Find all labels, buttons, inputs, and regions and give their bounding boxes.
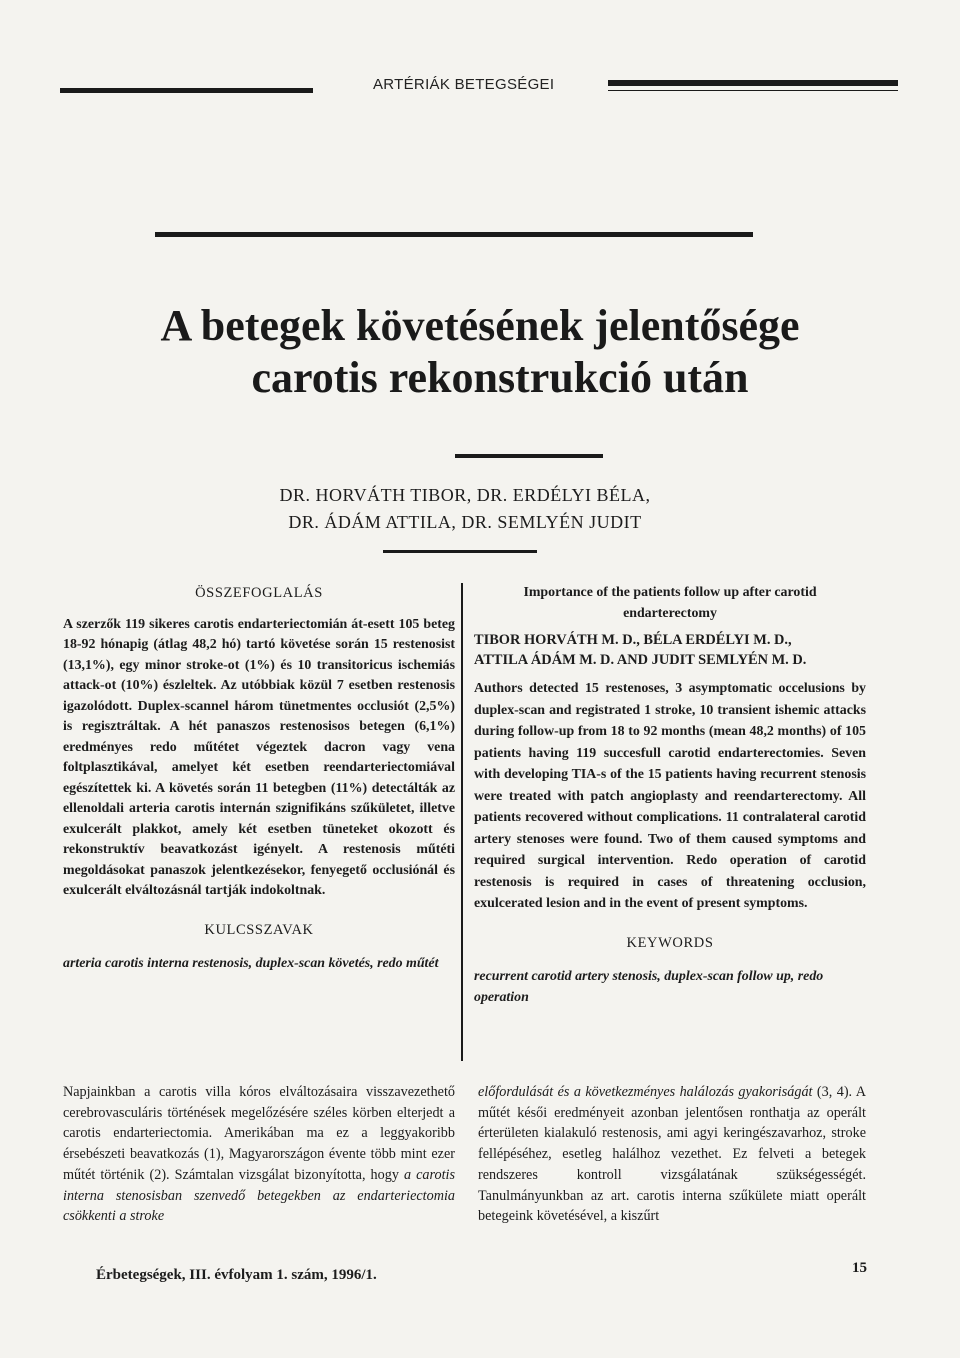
english-abstract — [474, 583, 866, 1008]
abstract-text-en: Authors detected 15 restenoses, 3 asymptomatic occelusions by duplex-scan and registrated 1 stroke, 10 transient ishemic attacks during follow-up from 18 to 92 months (mean 48,2 months) of 105 patients having 119 succesfull carotid endarterectomies. Seven with developing TIA-s of the 15 patients having recurrent stenosis were treated with patch angioplasty and reendarterectomy. All patients recovered without complications. 11 contralateral carotid artery stenoses were found. Two of them caused symptoms and required surgical intervention. Redo operation of carotid restenosis is required in cases of threatening occlusion, exulcerated lesion and in the event of present symptoms. — [474, 681, 866, 911]
keywords-en: recurrent carotid artery stenosis, duplex-scan follow up, redo operation — [474, 969, 824, 1005]
section-header: ARTÉRIÁK BETEGSÉGEI — [373, 76, 555, 93]
abstract-text-hu: A szerzők 119 sikeres carotis endarteriectomián át-esett 105 beteg 18-92 hónapig (átlag 48,2 hó) tartó követése során 15 restenosist (13,1%), egy minor stroke-ot (1%) és 10 transitoricus ischemiás attack-ot (10%) észleltek. Az utóbbiak közül 7 esetben restenosis igazolódott. Duplex-scannel három tünetmentes occlusiót (2,5%) is regisztráltak. A hét panaszos restenosisos betegen (6,1%) eredményes redo műtétet végeztek dacron vagy vena foltplasztikával, amelyet két esetben reendarteriectomiával egészítettek ki. A követés során 11 betegben (11%) detectálták az ellenoldali arteria carotis internán szignifikáns szűkületet, illetve exulcerált plakkot, amely két esetben tüneteket okozott és rekonstruktív beavatkozást igényelt. A restenosis műtéti megoldásokat panaszok jelentkezésekor, fenyegető occlusiónál és exulcerált elváltozásnál tartják indokoltnak. — [63, 616, 455, 898]
hungarian-abstract — [63, 583, 455, 975]
abstract-title-en: Importance of the patients follow up after carotid endarterectomy — [523, 585, 817, 621]
body-left-normal: Napjainkban a carotis villa kóros elváltozásaira visszavezethető cerebrovasculáris történések megelőzésére széles körben elterjedt a carotis endarteriectomia. Amerikában ma ez a leggyakoribb érsebészeti beavatkozás (1), Magyarországon évente több mint ezer műtét történik (2). Számtalan vizsgálat bizonyította, hogy — [63, 1084, 455, 1183]
body-left-italic: a carotis interna stenosisban szenvedő betegekben az endarteriectomia csökkenti a stroke — [63, 1166, 455, 1225]
authors-en — [474, 630, 866, 670]
body-right-italic: előfordulását és a következményes halálozás gyakoriságát — [478, 1084, 813, 1100]
body-text-left — [63, 1082, 455, 1227]
title-top-rule — [155, 232, 753, 237]
column-divider — [461, 583, 463, 1061]
body-right-normal: (3, 4). A műtét késői eredményeit azonban jelentősen ronthatja az operált érterületen kialakuló restenosis, ami agyi keringészavarhoz, stroke fellépéséhez, esetleg halálhoz vezethet. Ez felveti a betegek rendszeres kontroll vizsgálatának szükségességét. Tanulmányunkban az art. carotis interna szűkülete miatt operált betegeink követésével, a kiszűrt — [478, 1084, 866, 1225]
title-bottom-rule — [455, 454, 603, 458]
article-title — [0, 300, 960, 404]
authors-line-2: DR. ÁDÁM ATTILA, DR. SEMLYÉN JUDIT — [288, 512, 642, 532]
authors-en-line-2: ATTILA ÁDÁM M. D. AND JUDIT SEMLYÉN M. D. — [474, 652, 807, 668]
author-list — [200, 482, 730, 536]
keywords-hu: arteria carotis interna restenosis, duplex-scan követés, redo műtét — [63, 956, 439, 971]
body-text-right — [478, 1082, 866, 1227]
title-line-2: carotis rekonstrukció után — [251, 353, 749, 402]
header-rule-right-thin — [608, 90, 898, 91]
keywords-heading-hu: KULCSSZAVAK — [204, 921, 314, 938]
abstract-heading-hu: ÖSSZEFOGLALÁS — [195, 585, 323, 601]
header-rule-left — [60, 88, 313, 93]
authors-bottom-rule — [383, 550, 537, 553]
authors-en-line-1: TIBOR HORVÁTH M. D., BÉLA ERDÉLYI M. D., — [474, 632, 792, 648]
page-number: 15 — [852, 1260, 867, 1276]
title-line-1: A betegek követésének jelentősége — [160, 301, 800, 350]
authors-line-1: DR. HORVÁTH TIBOR, DR. ERDÉLYI BÉLA, — [279, 485, 651, 505]
header-rule-right — [608, 80, 898, 86]
keywords-heading-en: KEYWORDS — [626, 934, 714, 951]
footer-journal: Érbetegségek, III. évfolyam 1. szám, 1996/1. — [96, 1267, 377, 1283]
